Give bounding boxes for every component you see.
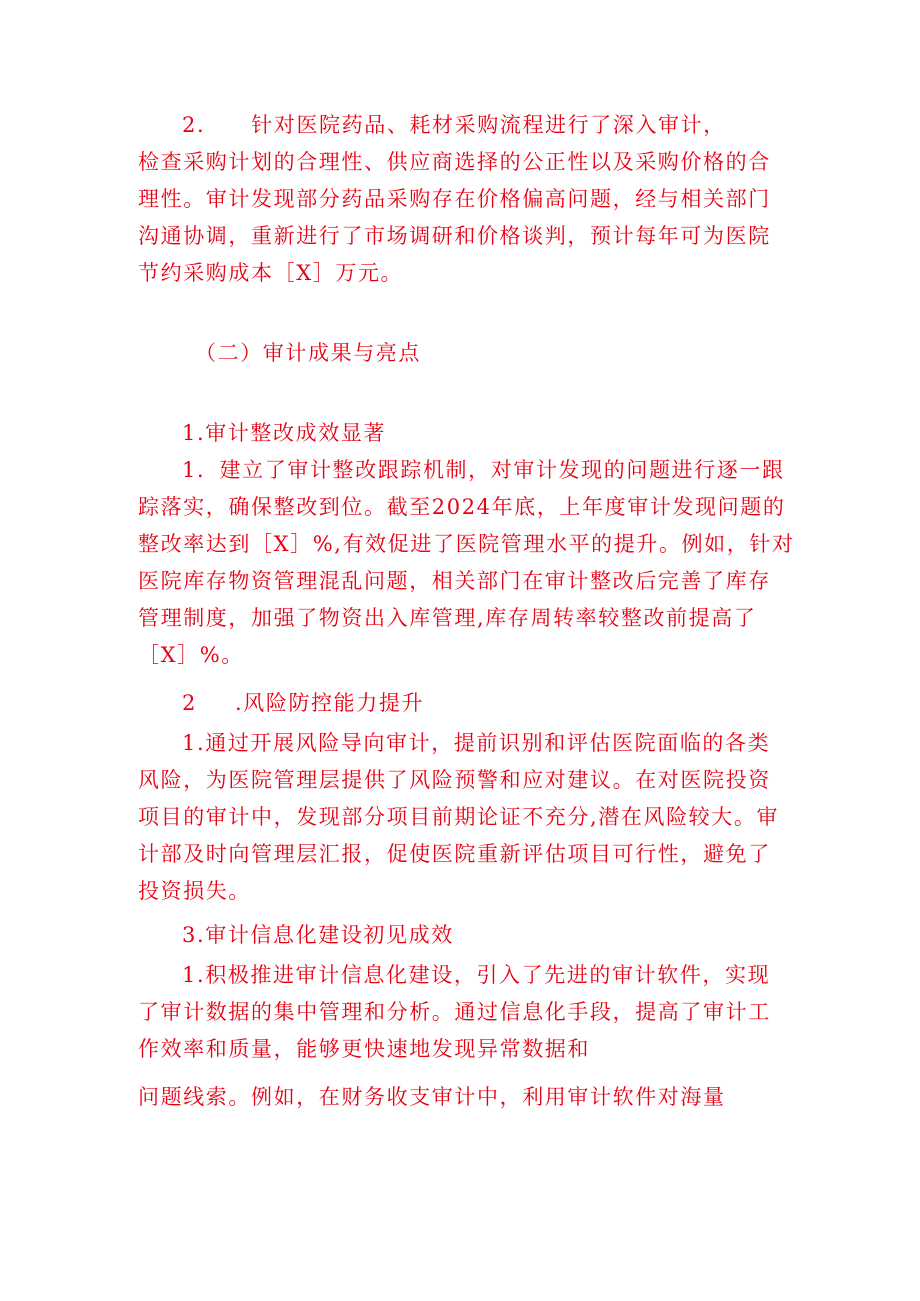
item3-para-line-3: 作效率和质量，能够更快速地发现异常数据和 bbox=[138, 1037, 590, 1061]
procurement-para-line-3: 理性。审计发现部分药品采购存在价格偏高问题，经与相关部门 bbox=[138, 187, 771, 211]
procurement-number: 2. bbox=[182, 113, 206, 137]
item1-para-line-3: 整改率达到［X］%,有效促进了医院管理水平的提升。例如，针对 bbox=[138, 532, 795, 556]
procurement-para-line-2: 检查采购计划的合理性、供应商选择的公正性以及采购价格的合 bbox=[138, 150, 771, 174]
item3-para-line-2: 了审计数据的集中管理和分析。通过信息化手段，提高了审计工 bbox=[138, 1000, 771, 1024]
procurement-line-1-text: 针对医院药品、耗材采购流程进行了深入审计， bbox=[251, 113, 726, 137]
item1-para-line-6: ［X］%。 bbox=[138, 643, 244, 667]
item1-para-line-4: 医院库存物资管理混乱问题，相关部门在审计整改后完善了库存 bbox=[138, 569, 771, 593]
item3-para-line-4: 问题线索。例如，在财务收支审计中，利用审计软件对海量 bbox=[138, 1085, 726, 1109]
item2-title-row bbox=[182, 688, 424, 718]
item3-title: 3.审计信息化建设初见成效 bbox=[182, 923, 454, 947]
procurement-para-line-4: 沟通协调，重新进行了市场调研和价格谈判，预计每年可为医院 bbox=[138, 224, 771, 248]
item2-para-line-5: 投资损失。 bbox=[138, 879, 251, 903]
item1-para-line-2: 踪落实，确保整改到位。截至2024年底，上年度审计发现问题的 bbox=[138, 495, 786, 519]
item2-number: 2 bbox=[182, 691, 197, 715]
item1-para-line-1: 1．建立了审计整改跟踪机制，对审计发现的问题进行逐一跟 bbox=[182, 458, 785, 482]
item1-title: 1.审计整改成效显著 bbox=[182, 421, 387, 445]
procurement-para-line-5: 节约采购成本［X］万元。 bbox=[138, 261, 404, 285]
item2-title: .风险防控能力提升 bbox=[234, 691, 425, 715]
item2-para-line-2: 风险，为医院管理层提供了风险预警和应对建议。在对医院投资 bbox=[138, 768, 771, 792]
item1-para-line-5: 管理制度，加强了物资出入库管理,库存周转率较整改前提高了 bbox=[138, 606, 757, 630]
procurement-para-line-1 bbox=[182, 110, 726, 140]
section-heading-results: （二）审计成果与亮点 bbox=[195, 341, 421, 365]
item2-para-line-4: 计部及时向管理层汇报，促使医院重新评估项目可行性，避免了 bbox=[138, 842, 771, 866]
item3-para-line-1: 1.积极推进审计信息化建设，引入了先进的审计软件，实现 bbox=[182, 963, 771, 987]
item2-para-line-3: 项目的审计中，发现部分项目前期论证不充分,潜在风险较大。审 bbox=[138, 805, 780, 829]
item2-para-line-1: 1.通过开展风险导向审计，提前识别和评估医院面临的各类 bbox=[182, 731, 771, 755]
